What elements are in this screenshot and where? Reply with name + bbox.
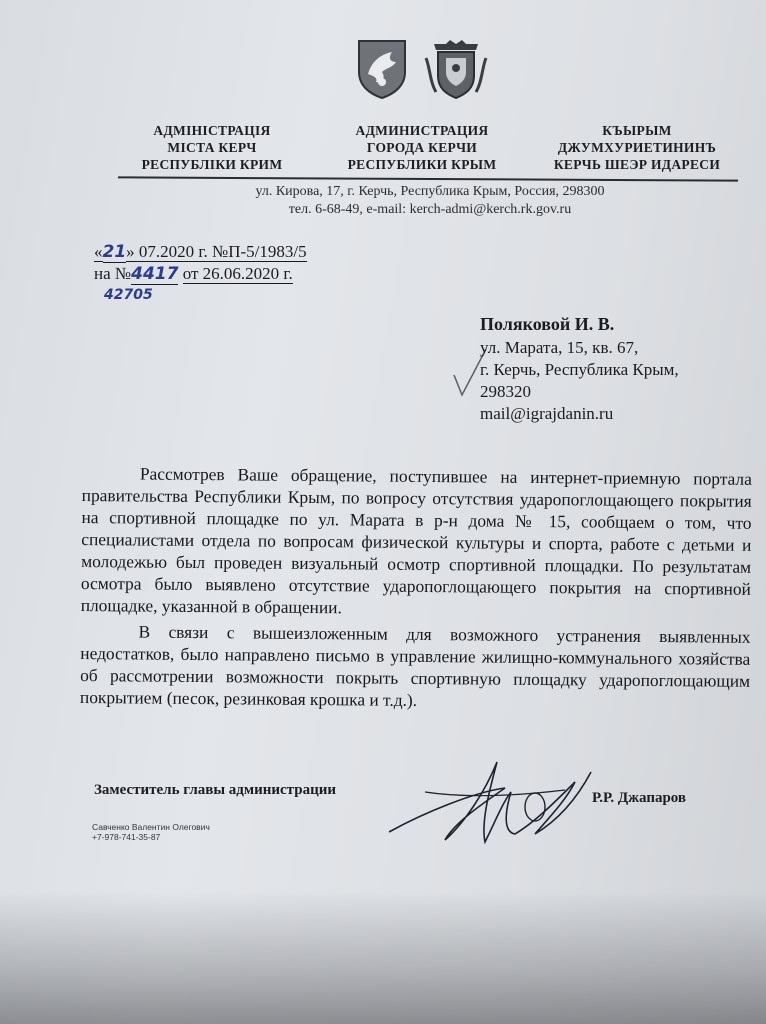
signer-name: Р.Р. Джапаров — [592, 790, 687, 806]
recipient-email: mail@igrajdanin.ru — [480, 404, 614, 423]
crimea-coat-of-arms-icon — [356, 38, 408, 100]
handwritten-registration-number: 42705 — [104, 287, 153, 303]
handwritten-signature — [385, 752, 595, 848]
kerch-city-coat-of-arms-icon — [424, 38, 488, 100]
recipient-city: г. Керчь, Республика Крым, — [480, 360, 679, 379]
photo-shadow — [0, 890, 766, 1024]
header-divider — [118, 176, 738, 181]
recipient-name: Поляковой И. В. — [480, 314, 615, 334]
incoming-reference: на №4417 от 26.06.2020 г. — [94, 264, 293, 284]
recipient-street: ул. Марата, 15, кв. 67, — [480, 338, 639, 357]
body-paragraph-2: В связи с вышеизложенным для возможного устранения выявленных недостатков, было направлено письмо в управление жилищно-коммунального хозяйства об рассмотрении возможности покрыть спортивную площадку ударопоглощающим покрытием (песок, резинковая крошка и т.д.). — [79, 621, 751, 710]
executor-phone: +7-978-741-35-87 — [92, 832, 161, 842]
recipient-postcode: 298320 — [480, 382, 531, 401]
executor-name: Савченко Валентин Олегович — [92, 822, 210, 832]
body-paragraph-1: Рассмотрев Ваше обращение, поступившее на интернет-приемную портала правительства Республики Крым, по вопросу отсутствия ударопоглощающего покрытия на спортивной площадке по ул. Марата в р-н дома № 15, сообщаем о том, что специалистами отдела по вопросам физической культуры и спорта, работе с детьми и молодежью был проведен визуальный осмотр спортивной площадки. По результатам осмотра было выявлено отсутствие ударопоглощающего покрытия на спортивной площадке, указанной в обращении. — [80, 463, 752, 618]
outgoing-reference: «21» 07.2020 г. №П-5/1983/5 — [94, 242, 307, 262]
header-russian: АДМИНИСТРАЦИЯ ГОРОДА КЕРЧИ РЕСПУБЛИКИ КРЫМ — [347, 123, 497, 172]
signer-title: Заместитель главы администрации — [94, 782, 337, 798]
header-ukrainian: АДМІНІСТРАЦІЯ МІСТА КЕРЧ РЕСПУБЛІКИ КРИМ — [141, 123, 283, 172]
recipient-block — [480, 313, 679, 425]
handwritten-reply-number: 4417 — [131, 264, 179, 284]
handwritten-day: 21 — [102, 242, 127, 262]
letter-body — [80, 462, 752, 718]
header-address: ул. Кирова, 17, г. Керчь, Республика Крым, Россия, 298300 — [255, 184, 605, 199]
header-crimean-tatar: КЪЫРЫМ ДЖУМХУРИЕТИНИНЪ КЕРЧЬ ШЕЭР ИДАРЕСИ — [553, 123, 721, 172]
header-contacts: тел. 6-68-49, e-mail: kerch-admi@kerch.rk.gov.ru — [288, 202, 572, 217]
